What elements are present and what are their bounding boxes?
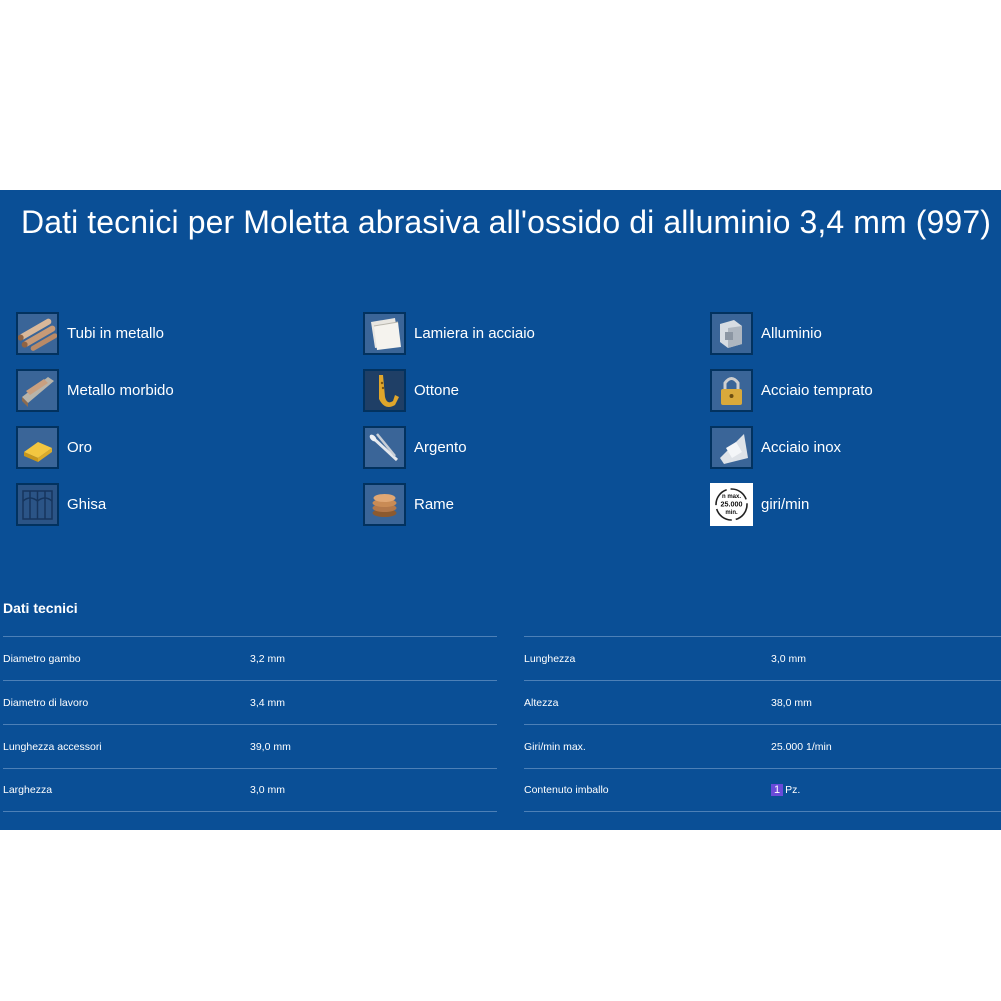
- page-title: Dati tecnici per Moletta abrasiva all'ossido di alluminio 3,4 mm (997): [21, 204, 991, 240]
- spec-key: Giri/min max.: [524, 740, 586, 753]
- material-item: [710, 369, 873, 412]
- section-title: Dati tecnici: [3, 600, 78, 616]
- saxophone-brass-icon: [363, 369, 406, 412]
- table-row: [524, 680, 1001, 724]
- material-label: Lamiera in acciaio: [414, 325, 535, 342]
- material-label: Oro: [67, 439, 93, 456]
- material-label: Alluminio: [761, 325, 822, 342]
- table-row: [524, 724, 1001, 768]
- spec-key: Lunghezza accessori: [3, 740, 102, 753]
- spec-key: Lunghezza: [524, 652, 576, 665]
- max-rpm-icon: [710, 483, 753, 526]
- material-label: Acciaio inox: [761, 439, 842, 456]
- material-item: [363, 426, 467, 469]
- spec-key: Larghezza: [3, 784, 53, 796]
- stainless-steel-icon: [710, 426, 753, 469]
- material-label: Metallo morbido: [67, 382, 174, 399]
- table-row: [524, 636, 1001, 680]
- material-label: Rame: [414, 496, 455, 513]
- aluminium-profile-icon: [710, 312, 753, 355]
- material-label: Ghisa: [67, 496, 107, 513]
- silver-cutlery-icon: [363, 426, 406, 469]
- materials-grid: [0, 312, 1001, 542]
- svg-text:min.: min.: [725, 510, 738, 516]
- spec-value: 39,0 mm: [250, 740, 291, 753]
- copper-coins-icon: [363, 483, 406, 526]
- quantity-unit: Pz.: [785, 784, 801, 796]
- spec-key: Diametro di lavoro: [3, 696, 89, 709]
- table-row: [3, 636, 497, 680]
- material-label: Tubi in metallo: [67, 325, 164, 342]
- spec-value: [771, 784, 1001, 796]
- table-row: [524, 768, 1001, 812]
- spec-key: Diametro gambo: [3, 652, 81, 665]
- padlock-hardened-steel-icon: [710, 369, 753, 412]
- spec-value: 3,4 mm: [250, 696, 286, 709]
- table-row: [3, 680, 497, 724]
- table-row: [3, 768, 497, 812]
- material-item: [363, 312, 535, 355]
- material-item: [16, 483, 106, 526]
- material-label: Ottone: [414, 382, 460, 399]
- material-item: [363, 369, 459, 412]
- material-label: Acciaio temprato: [761, 382, 873, 399]
- spec-value: 3,2 mm: [250, 652, 286, 665]
- steel-sheet-icon: [363, 312, 406, 355]
- spec-value: 3,0 mm: [250, 784, 286, 796]
- technical-data-panel: [0, 190, 1001, 830]
- metal-tubes-icon: [16, 312, 59, 355]
- spec-key: Altezza: [524, 696, 559, 709]
- specs-table-left: [3, 636, 497, 812]
- table-row: [3, 724, 497, 768]
- quantity-highlight: 1: [771, 784, 783, 796]
- material-item: [16, 426, 92, 469]
- material-item: [710, 312, 822, 355]
- material-label: Argento: [414, 439, 467, 456]
- svg-text:n max.: n max.: [721, 494, 742, 500]
- material-item: [363, 483, 454, 526]
- spec-key: Contenuto imballo: [524, 784, 609, 796]
- material-item: [710, 426, 841, 469]
- material-item: [16, 312, 164, 355]
- material-item: [16, 369, 174, 412]
- spec-value: 3,0 mm: [771, 652, 807, 665]
- spec-value: 38,0 mm: [771, 696, 812, 709]
- specs-table-right: [524, 636, 1001, 812]
- material-label: giri/min: [761, 496, 810, 513]
- svg-text:25.000: 25.000: [720, 499, 743, 509]
- soft-metal-icon: [16, 369, 59, 412]
- material-item: [710, 483, 809, 526]
- spec-value: 25.000 1/min: [771, 740, 832, 753]
- cast-iron-gate-icon: [16, 483, 59, 526]
- gold-bar-icon: [16, 426, 59, 469]
